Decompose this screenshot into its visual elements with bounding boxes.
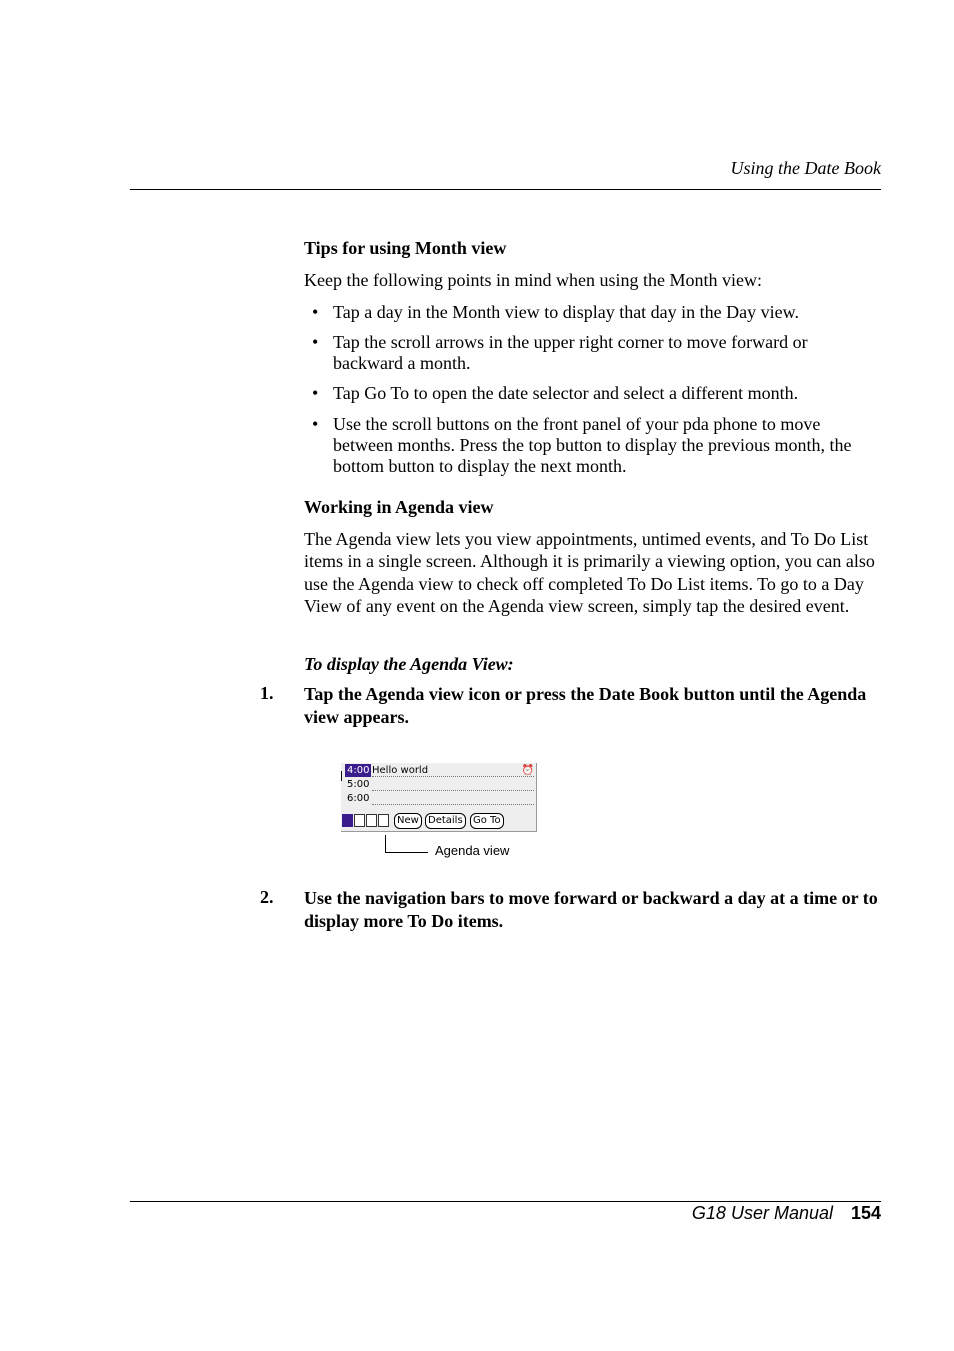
goto-button[interactable]: Go To xyxy=(470,813,504,829)
list-item: • Tap Go To to open the date selector and select a different month. xyxy=(312,383,799,403)
agenda-paragraph: The Agenda view lets you view appointments, untimed events, and To Do List items in a single screen. Although it is primarily a viewing option, you can also use the Agenda view to check off completed To Do List items. To go to a Day View of any event on the Agenda view screen, simply tap the desired event. xyxy=(304,529,875,617)
list-item: • Use the scroll buttons on the front panel of your pda phone to move between months. Press the top button to display the previous month, the bottom button to display the next month. xyxy=(312,414,852,476)
step-text: Use the navigation bars to move forward or backward a day at a time or to display more To Do items. xyxy=(304,888,878,931)
row-divider xyxy=(372,776,534,777)
bullet-icon: • xyxy=(312,302,319,322)
agenda-view-screenshot xyxy=(341,763,537,832)
new-button[interactable]: New xyxy=(394,813,422,829)
event-label: Hello world xyxy=(372,765,429,776)
agenda-row[interactable] xyxy=(341,764,536,777)
agenda-heading: Working in Agenda view xyxy=(304,497,494,517)
alarm-clock-icon: ⏰ xyxy=(521,765,534,776)
list-item: • Tap the scroll arrows in the upper right corner to move forward or backward a month. xyxy=(312,332,808,373)
step-number: 1. xyxy=(260,683,274,703)
month-tips-intro: Keep the following points in mind when using the Month view: xyxy=(304,270,762,290)
row-divider xyxy=(372,790,534,791)
time-label: 6:00 xyxy=(347,793,370,804)
procedure-title: To display the Agenda View: xyxy=(304,654,514,674)
running-header: Using the Date Book xyxy=(730,158,881,178)
agenda-view-icon[interactable] xyxy=(378,814,389,827)
bullet-icon: • xyxy=(312,383,319,403)
month-view-icon[interactable] xyxy=(366,814,377,827)
callout-line xyxy=(385,835,386,852)
details-button[interactable]: Details xyxy=(425,813,466,829)
bullet-icon: • xyxy=(312,414,319,434)
pda-toolbar xyxy=(341,813,536,829)
bullet-icon: • xyxy=(312,332,319,352)
week-view-icon[interactable] xyxy=(354,814,365,827)
list-item: • Tap a day in the Month view to display that day in the Day view. xyxy=(312,302,799,322)
header-rule xyxy=(130,189,881,190)
callout-line xyxy=(385,852,428,853)
page-number: 154 xyxy=(850,1203,881,1223)
time-label: 5:00 xyxy=(347,779,370,790)
footer-rule xyxy=(130,1201,881,1202)
month-tips-heading: Tips for using Month view xyxy=(304,238,507,258)
callout-label: Agenda view xyxy=(435,843,510,858)
time-label: 4:00 xyxy=(347,765,370,776)
agenda-row[interactable] xyxy=(341,778,536,791)
row-divider xyxy=(372,804,534,805)
step-number: 2. xyxy=(260,887,274,907)
step-text: Tap the Agenda view icon or press the Date Book button until the Agenda view appears. xyxy=(304,684,867,727)
footer-manual-title: G18 User Manual xyxy=(691,1203,833,1223)
day-view-icon[interactable] xyxy=(342,814,353,827)
agenda-row[interactable] xyxy=(341,792,536,805)
